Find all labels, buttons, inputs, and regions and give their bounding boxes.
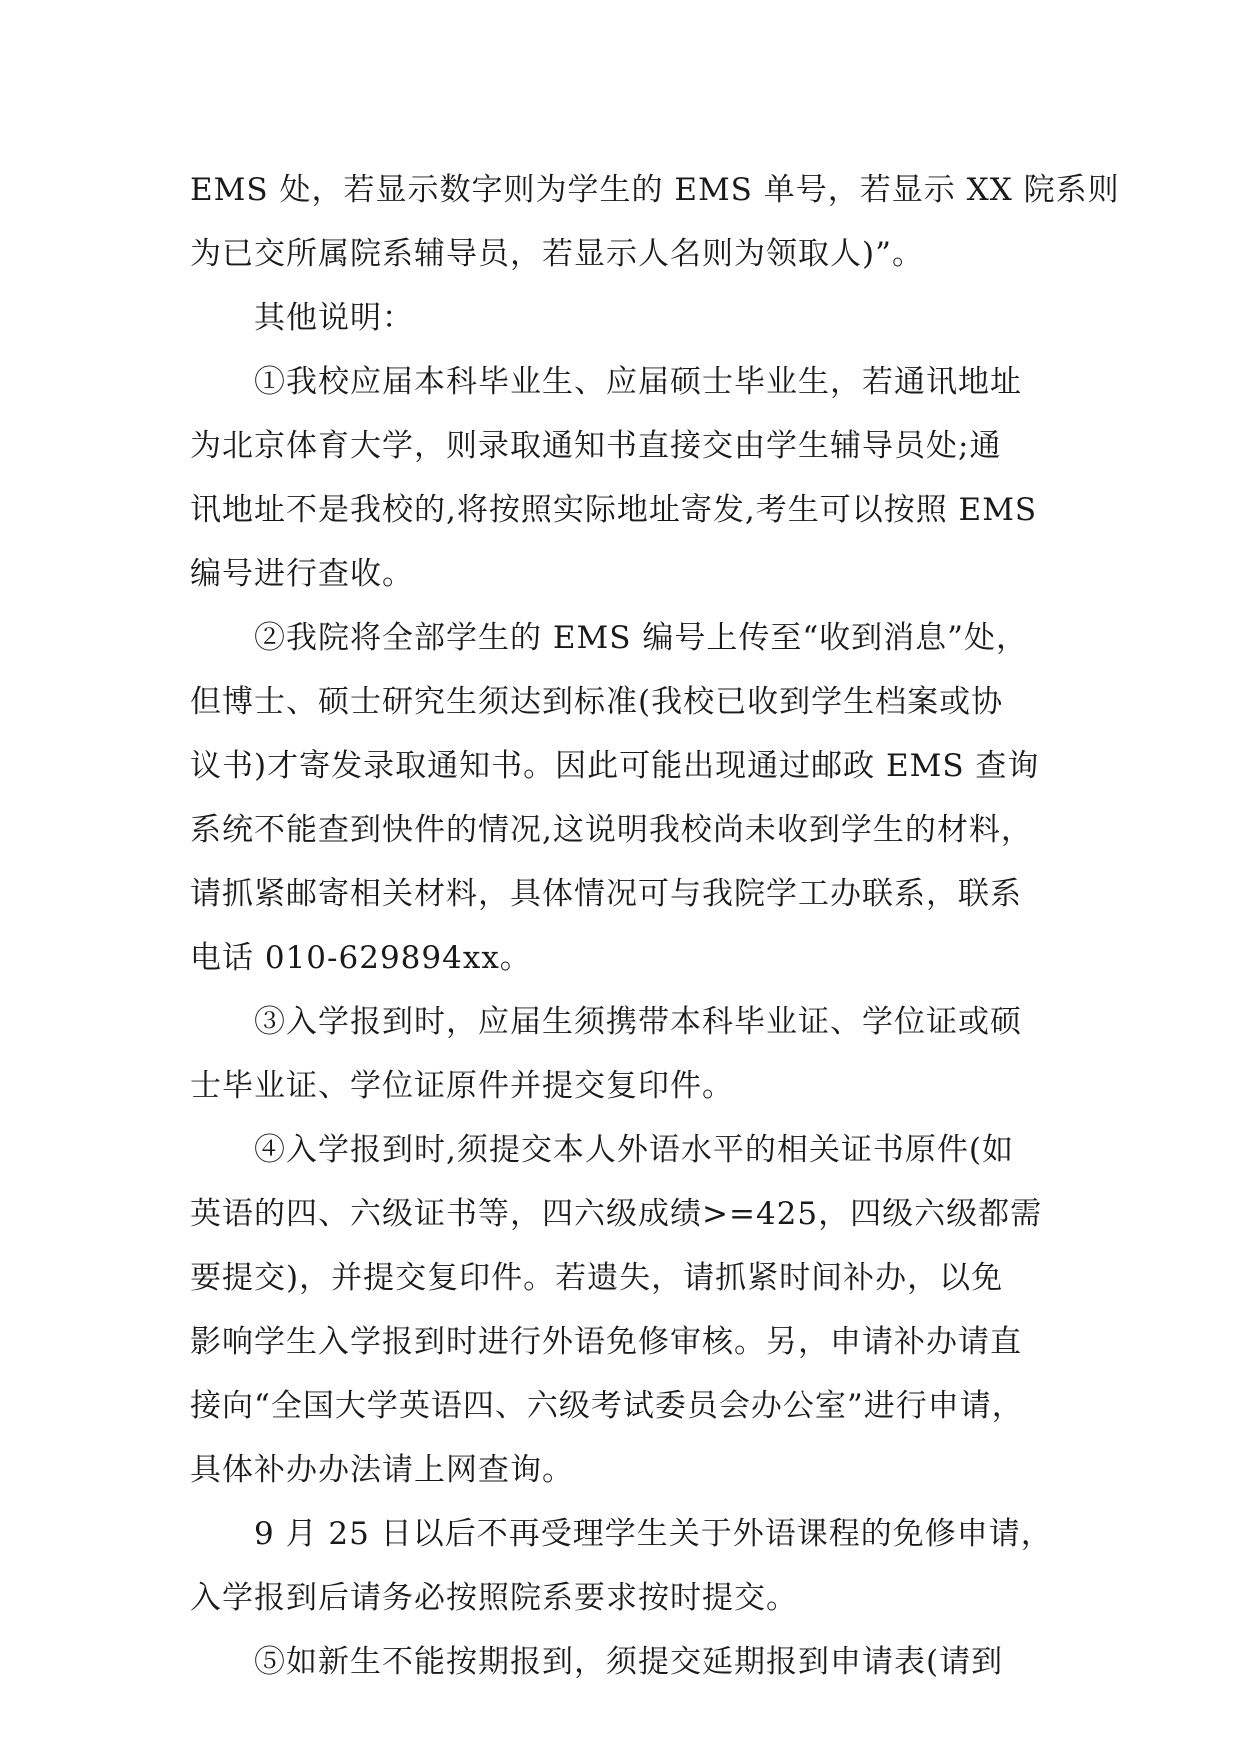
- text-line: 但博士、硕士研究生须达到标准(我校已收到学生档案或协: [190, 684, 1004, 720]
- text-line: 接向“全国大学英语四、六级考试委员会办公室”进行申请，: [190, 1388, 1024, 1424]
- text-line: 影响学生入学报到时进行外语免修审核。另，申请补办请直: [190, 1324, 1022, 1360]
- text-line: ②我院将全部学生的 EMS 编号上传至“收到消息”处，: [254, 620, 1029, 656]
- text-line: 讯地址不是我校的,将按照实际地址寄发,考生可以按照 EMS: [190, 492, 1038, 528]
- text-line: ④入学报到时,须提交本人外语水平的相关证书原件(如: [254, 1132, 1014, 1168]
- text-line: 士毕业证、学位证原件并提交复印件。: [190, 1068, 734, 1104]
- text-line: 请抓紧邮寄相关材料，具体情况可与我院学工办联系，联系: [190, 876, 1022, 912]
- text-line: ③入学报到时，应届生须携带本科毕业证、学位证或硕: [254, 1004, 1022, 1040]
- text-line: 为北京体育大学，则录取通知书直接交由学生辅导员处;通: [190, 428, 1002, 464]
- text-line: 9 月 25 日以后不再受理学生关于外语课程的免修申请，: [254, 1516, 1053, 1552]
- text-line: 电话 010-629894xx。: [190, 940, 532, 976]
- text-line: EMS 处，若显示数字则为学生的 EMS 单号，若显示 XX 院系则: [190, 172, 1120, 208]
- text-line: ⑤如新生不能按期报到，须提交延期报到申请表(请到: [254, 1644, 1004, 1680]
- text-line: 系统不能查到快件的情况,这说明我校尚未收到学生的材料，: [190, 812, 1033, 848]
- text-line: 议书)才寄发录取通知书。因此可能出现通过邮政 EMS 查询: [190, 748, 1040, 784]
- text-line: 具体补办办法请上网查询。: [190, 1452, 574, 1488]
- text-line: 为已交所属院系辅导员，若显示人名则为领取人)”。: [190, 236, 924, 272]
- document-body: [190, 158, 1120, 1694]
- section-heading: 其他说明：: [254, 300, 414, 336]
- text-line: 英语的四、六级证书等，四六级成绩>=425，四级六级都需: [190, 1196, 1043, 1232]
- text-line: 要提交)，并提交复印件。若遗失，请抓紧时间补办，以免: [190, 1260, 1004, 1296]
- text-line: ①我校应届本科毕业生、应届硕士毕业生，若通讯地址: [254, 364, 1022, 400]
- text-line: 入学报到后请务必按照院系要求按时提交。: [190, 1580, 798, 1616]
- text-line: 编号进行查收。: [190, 556, 414, 592]
